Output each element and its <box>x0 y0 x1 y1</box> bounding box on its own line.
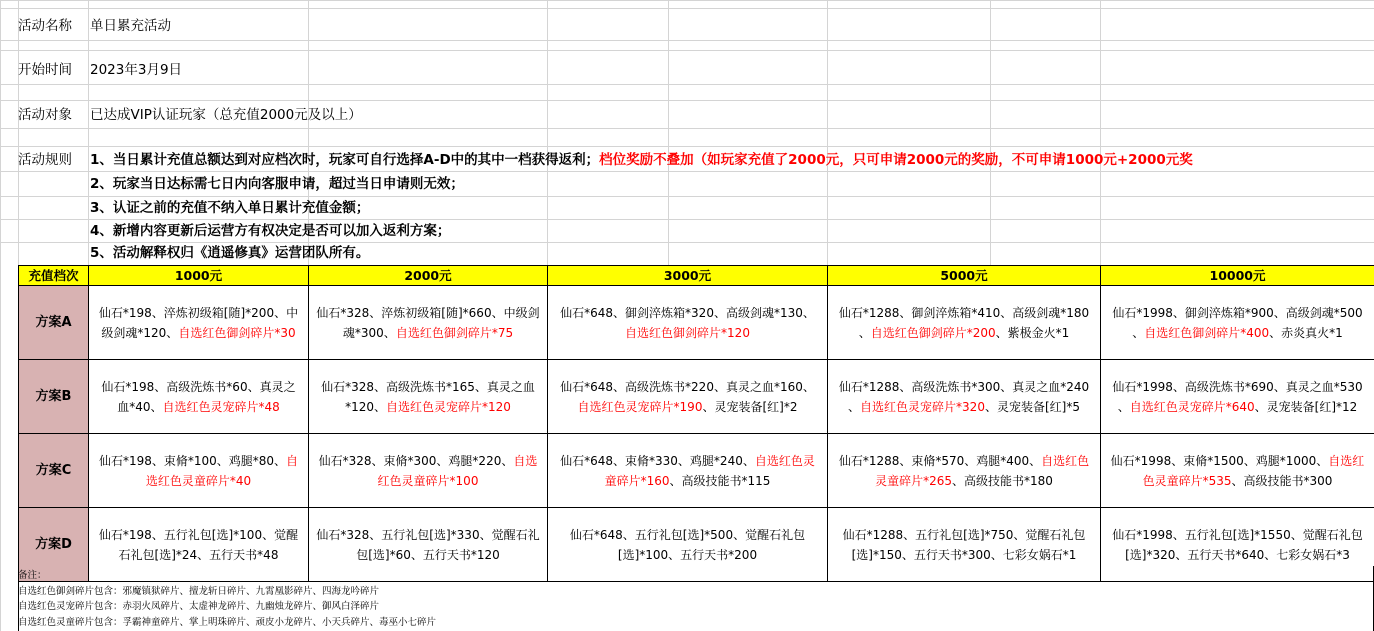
activity-name-label: 活动名称 <box>18 18 72 34</box>
rule-1: 1、当日累计充值总额达到对应档次时，玩家可自行选择A-D中的其中一档获得返利；档位奖励不叠加（如玩家充值了2000元，只可申请2000元的奖励，不可申请1000元+2000元奖 <box>90 152 1193 168</box>
reward-text: 魂*300、 <box>342 325 396 340</box>
reward-cell <box>309 434 548 508</box>
notes-title: 备注： <box>18 570 47 581</box>
reward-text: 、赤炎真火*1 <box>1269 325 1343 340</box>
reward-text: 仙石*1998、五行礼包[选]*1550、觉醒石礼包 <box>1112 527 1363 542</box>
tier-header: 1000元 <box>89 266 309 286</box>
reward-text: 选红色灵童碎片*40 <box>145 473 252 488</box>
reward-text: 、高级技能书*300 <box>1231 473 1333 488</box>
reward-text: *120、 <box>345 399 386 414</box>
reward-cell <box>1101 286 1374 360</box>
tier-header: 2000元 <box>309 266 548 286</box>
note-line: 自选红色御剑碎片包含：邪魔镇狱碎片、擅龙斩日碎片、九霄凰影碎片、四海龙吟碎片 <box>18 585 380 597</box>
reward-text: 仙石*328、淬炼初级箱[随]*660、中级剑 <box>316 305 540 320</box>
plan-name-cell: 方案A <box>19 286 89 360</box>
reward-text: 、 <box>858 325 871 340</box>
reward-cell <box>1101 434 1374 508</box>
reward-text: 、 <box>848 399 861 414</box>
reward-text: 自选红色灵宠碎片*640 <box>1129 399 1255 414</box>
reward-text: [选]*100、五行天书*200 <box>617 547 758 562</box>
reward-text: 仙石*328、束脩*300、鸡腿*220、 <box>318 453 514 468</box>
reward-text: 仙石*1288、束脩*570、鸡腿*400、 <box>838 453 1042 468</box>
reward-text: 、灵宠装备[红]*2 <box>702 399 798 414</box>
note-line: 自选红色灵童碎片包含：孚霸神童碎片、掌上明珠碎片、顽皮小龙碎片、小天兵碎片、毒巫小七碎片 <box>18 616 437 628</box>
reward-text: 自 <box>286 453 299 468</box>
reward-text: 包[选]*60、五行天书*120 <box>356 547 500 562</box>
target-label: 活动对象 <box>18 107 72 123</box>
rule-4: 4、新增内容更新后运营方有权决定是否可以加入返利方案； <box>90 223 451 239</box>
reward-text: 、灵宠装备[红]*5 <box>984 399 1080 414</box>
reward-cell <box>828 360 1101 434</box>
reward-text: 自选红色灵 <box>754 453 815 468</box>
reward-text: 自选红色御剑碎片*75 <box>395 325 514 340</box>
rule-5: 5、活动解释权归《逍遥修真》运营团队所有。 <box>90 245 370 261</box>
reward-text: 自选红色御剑碎片*120 <box>625 325 750 340</box>
reward-text: 、高级技能书*180 <box>952 473 1053 488</box>
rule-2: 2、玩家当日达标需七日内向客服申请，超过当日申请则无效； <box>90 176 464 192</box>
reward-cell <box>309 360 548 434</box>
tier-header: 10000元 <box>1101 266 1374 286</box>
reward-text: 仙石*198、束脩*100、鸡腿*80、 <box>98 453 287 468</box>
plan-name-cell: 方案C <box>19 434 89 508</box>
reward-text: 灵童碎片*265 <box>875 473 952 488</box>
reward-text: 仙石*198、高级洗炼书*60、真灵之 <box>101 379 296 394</box>
reward-text: 自选红色御剑碎片*200 <box>870 325 996 340</box>
table-row <box>19 360 1374 434</box>
plan-name-cell: 方案B <box>19 360 89 434</box>
reward-text: 仙石*328、五行礼包[选]*330、觉醒石礼 <box>316 527 540 542</box>
reward-text: 、灵宠装备[红]*12 <box>1254 399 1358 414</box>
rebate-table <box>18 265 1374 582</box>
reward-text: 、 <box>1117 399 1130 414</box>
reward-cell <box>828 434 1101 508</box>
reward-text: 童碎片*160 <box>604 473 670 488</box>
reward-text: 仙石*1998、御剑淬炼箱*900、高级剑魂*500 <box>1112 305 1363 320</box>
plan-name-cell: 方案D <box>19 508 89 582</box>
reward-text: 自选 <box>513 453 538 468</box>
reward-text: 石礼包[选]*24、五行天书*48 <box>118 547 279 562</box>
reward-text: 仙石*648、五行礼包[选]*500、觉醒石礼包 <box>569 527 806 542</box>
target-value: 已达成VIP认证玩家（总充值2000元及以上） <box>90 107 362 123</box>
reward-cell <box>548 360 828 434</box>
reward-text: 自选红色御剑碎片*400 <box>1144 325 1270 340</box>
reward-text: 仙石*1288、五行礼包[选]*750、觉醒石礼包 <box>842 527 1086 542</box>
reward-text: 仙石*648、高级洗炼书*220、真灵之血*160、 <box>560 379 815 394</box>
reward-text: 仙石*1288、御剑淬炼箱*410、高级剑魂*180 <box>838 305 1090 320</box>
reward-text: 血*40、 <box>117 399 163 414</box>
reward-text: [选]*150、五行天书*300、七彩女娲石*1 <box>851 547 1077 562</box>
reward-text: 、 <box>1132 325 1145 340</box>
start-time-label: 开始时间 <box>18 62 72 78</box>
activity-name-value: 单日累充活动 <box>90 18 171 34</box>
reward-cell <box>89 434 309 508</box>
reward-text: 仙石*198、五行礼包[选]*100、觉醒 <box>98 527 299 542</box>
reward-text: 自选红色灵宠碎片*190 <box>577 399 703 414</box>
reward-text: 仙石*1288、高级洗炼书*300、真灵之血*240 <box>838 379 1090 394</box>
tier-header-label: 充值档次 <box>19 266 89 286</box>
reward-text: 自选红色灵宠碎片*48 <box>162 399 280 414</box>
reward-text: 仙石*648、束脩*330、鸡腿*240、 <box>560 453 755 468</box>
reward-cell <box>548 286 828 360</box>
rule-3: 3、认证之前的充值不纳入单日累计充值金额； <box>90 200 370 216</box>
rules-label: 活动规则 <box>18 152 72 168</box>
reward-text: 仙石*648、御剑淬炼箱*320、高级剑魂*130、 <box>560 305 815 320</box>
reward-text: [选]*320、五行天书*640、七彩女娲石*3 <box>1125 547 1350 562</box>
start-time-value: 2023年3月9日 <box>90 62 183 78</box>
table-row <box>19 434 1374 508</box>
reward-text: 仙石*1998、高级洗炼书*690、真灵之血*530 <box>1112 379 1363 394</box>
reward-text: 红色灵童碎片*100 <box>377 473 479 488</box>
reward-text: 自选红色 <box>1041 453 1090 468</box>
reward-cell <box>89 360 309 434</box>
reward-text: 级剑魂*120、 <box>101 325 179 340</box>
reward-text: 仙石*198、淬炼初级箱[随]*200、中 <box>98 305 299 320</box>
reward-cell <box>309 286 548 360</box>
reward-text: 、高级技能书*115 <box>669 473 771 488</box>
note-line: 自选红色灵宠碎片包含：赤羽火凤碎片、太虚神龙碎片、九幽烛龙碎片、御风白泽碎片 <box>18 601 380 612</box>
reward-cell <box>548 434 828 508</box>
reward-text: 、紫极金火*1 <box>995 325 1070 340</box>
reward-text: 色灵童碎片*535 <box>1142 473 1232 488</box>
reward-text: 自选红 <box>1328 453 1365 468</box>
tier-header: 3000元 <box>548 266 828 286</box>
tier-header: 5000元 <box>828 266 1101 286</box>
reward-text: 自选红色灵宠碎片*320 <box>860 399 985 414</box>
reward-cell <box>828 286 1101 360</box>
reward-text: 仙石*1998、束脩*1500、鸡腿*1000、 <box>1110 453 1329 468</box>
table-row <box>19 286 1374 360</box>
reward-text: 仙石*328、高级洗炼书*165、真灵之血 <box>321 379 535 394</box>
reward-text: 自选红色御剑碎片*30 <box>178 325 296 340</box>
reward-text: 自选红色灵宠碎片*120 <box>386 399 511 414</box>
notes <box>18 568 436 630</box>
reward-cell <box>1101 360 1374 434</box>
table-header-row <box>19 266 1374 286</box>
reward-cell <box>89 286 309 360</box>
